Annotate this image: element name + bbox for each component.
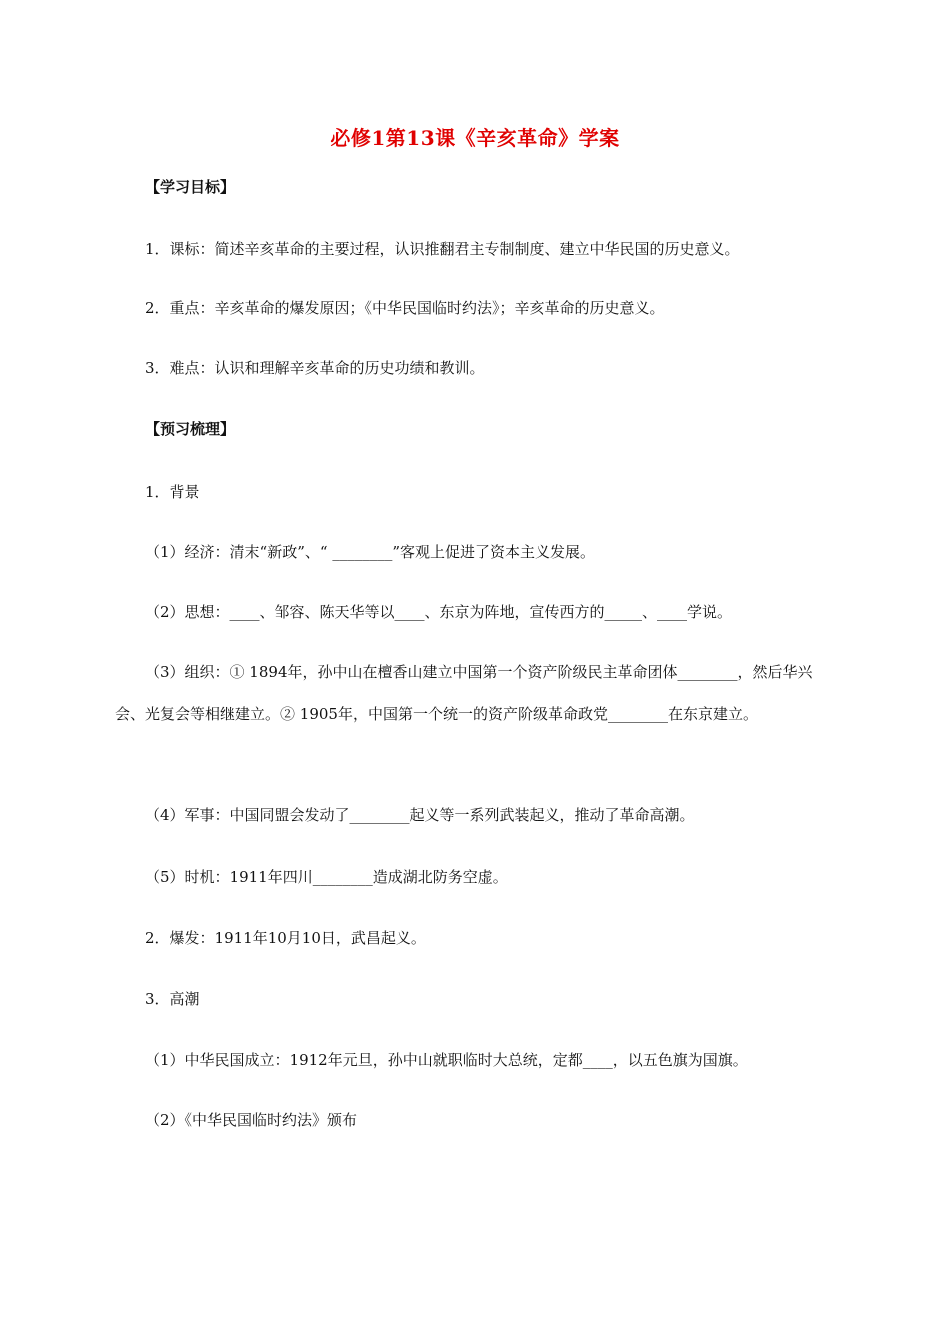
section-heading-objectives: 【学习目标】 xyxy=(145,178,236,196)
objective-item: 3．难点：认识和理解辛亥革命的历史功绩和教训。 xyxy=(145,359,485,377)
objective-item: 2．重点：辛亥革命的爆发原因；《中华民国临时约法》；辛亥革命的历史意义。 xyxy=(145,299,665,317)
preview-item: 3．高潮 xyxy=(145,990,200,1008)
document-title: 必修1第13课《辛亥革命》学案 xyxy=(330,126,620,150)
preview-item: （2）《中华民国临时约法》颁布 xyxy=(145,1111,358,1129)
objective-item: 1．课标：简述辛亥革命的主要过程，认识推翻君主专制制度、建立中华民国的历史意义。 xyxy=(145,240,740,258)
preview-item: （5）时机：1911年四川________造成湖北防务空虚。 xyxy=(145,868,508,886)
preview-item: （1）经济：清末“新政”、“ ________”客观上促进了资本主义发展。 xyxy=(145,543,595,561)
preview-item: （1）中华民国成立：1912年元旦，孙中山就职临时大总统，定都____，以五色旗为国旗。 xyxy=(145,1051,748,1069)
preview-item: （2）思想：____、邹容、陈天华等以____、东京为阵地，宣传西方的_____、____学说。 xyxy=(145,603,733,621)
preview-paragraph-text: （3）组织：① 1894年，孙中山在檀香山建立中国第一个资产阶级民主革命团体________，然后华兴会、光复会等相继建立。② 1905年，中国第一个统一的资产阶级革命政党________在东京建立。 xyxy=(115,663,813,723)
preview-item: 2．爆发：1911年10月10日，武昌起义。 xyxy=(145,929,426,947)
preview-paragraph xyxy=(115,651,840,735)
preview-item: （4）军事：中国同盟会发动了________起义等一系列武装起义，推动了革命高潮。 xyxy=(145,806,695,824)
section-heading-preview: 【预习梳理】 xyxy=(145,420,236,438)
preview-item: 1．背景 xyxy=(145,483,200,501)
